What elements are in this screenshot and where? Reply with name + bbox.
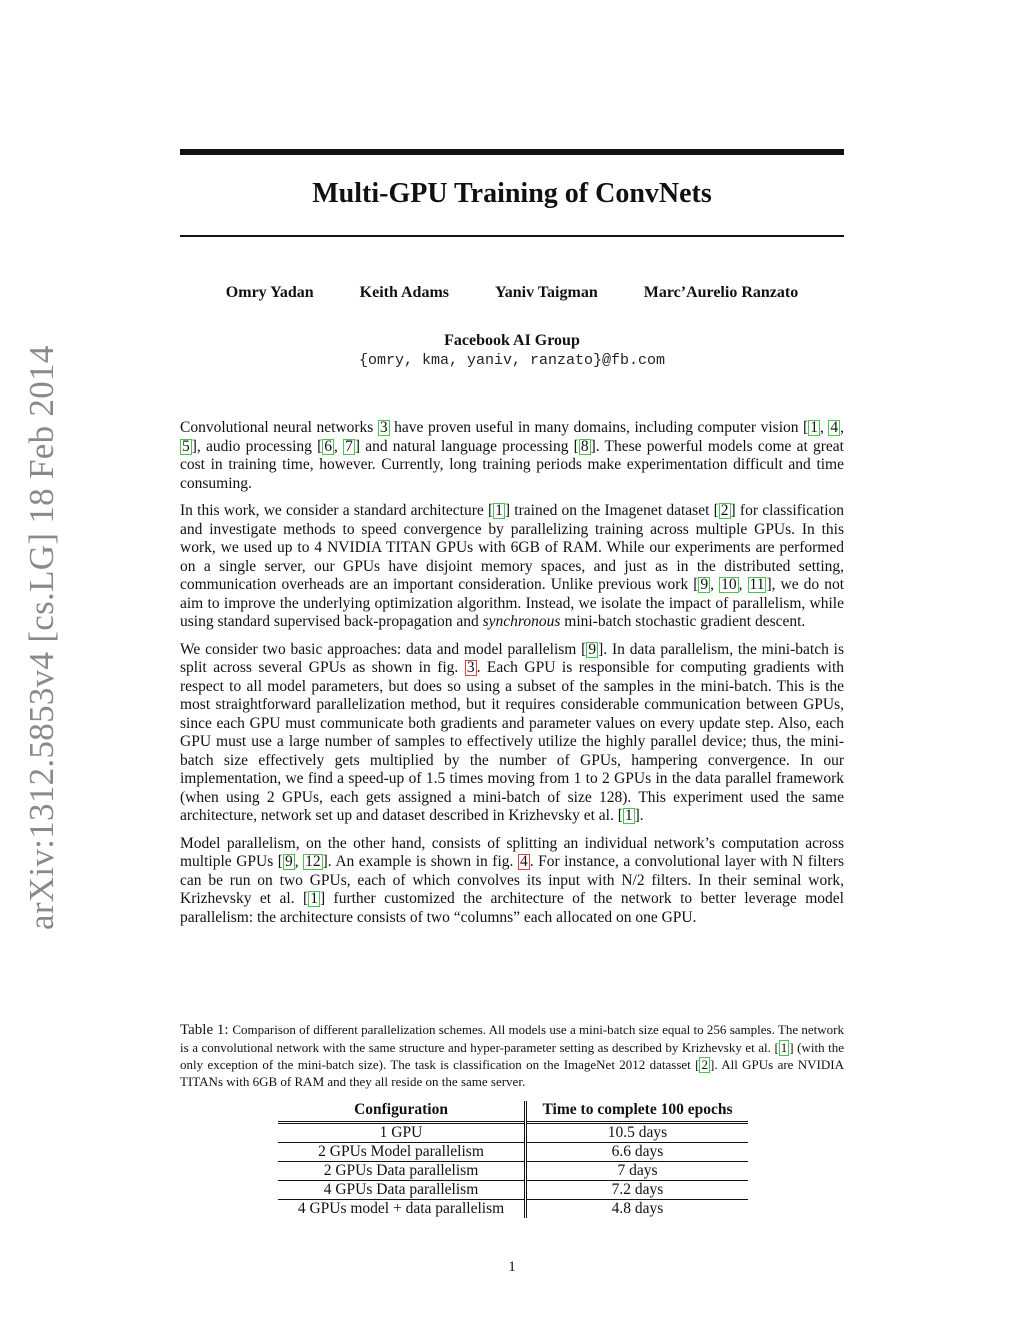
citation-link[interactable]: 1 [810, 419, 818, 436]
figure-reference-link[interactable]: 3 [466, 659, 475, 676]
table-row [278, 1200, 748, 1219]
page-number: 1 [508, 1259, 516, 1275]
table-header-time: Time to complete 100 epochs [542, 1101, 733, 1118]
citation-link[interactable]: 2 [720, 502, 729, 519]
author-name: Yaniv Taigman [495, 284, 598, 301]
author-list [180, 284, 844, 302]
table-cell-time: 10.5 days [607, 1124, 668, 1141]
citation-link[interactable]: 10 [721, 576, 737, 593]
table-caption [180, 1021, 844, 1090]
citation-link[interactable]: 2 [701, 1057, 708, 1072]
table-cell-configuration: 2 GPUs Model parallelism [278, 1143, 526, 1162]
affiliation-block [180, 331, 844, 371]
title-rule-bottom [180, 235, 844, 237]
table-row [278, 1123, 748, 1143]
paragraph: In this work, we consider a standard architecture [ 1 ] trained on the Imagenet dataset [ 2 ] for classification and investigate methods to speed convergence by parallelizing training across multiple GPUs. In this work, we used up to 4 NVIDIA TITAN GPUs with 6GB of RAM. While our experiments are performed on a single server, our GPUs have disjoint memory spaces, and just as in the distributed setting, communication overheads are an important consideration. Unlike previous work [ 9 , 10 , 11 ], we do not aim to improve the underlying optimization algorithm. Instead, we isolate the impact of parallelism, while using standard supervised back-propagation and synchronous mini-batch stochastic gradient descent. [180, 502, 845, 630]
table-header-configuration: Configuration [278, 1101, 526, 1123]
citation-link[interactable]: 6 [324, 437, 333, 455]
paragraph: Model parallelism, on the other hand, consists of splitting an individual network’s computation across multiple GPUs [ 9 , 12 ]. An example is shown in fig. 4 . For instance, a convolutional layer with N filters can be run on two GPUs, each of which convolves its input with N/2 filters. In their seminal work, Krizhevsky et al. [ 1 ] further customized the architecture of the network to better leverage model parallelism: the architecture consists of two “columns” each allocated on one GPU. [180, 834, 845, 926]
title-rule-top [180, 149, 844, 155]
citation-link[interactable]: 9 [284, 853, 293, 870]
table-caption-label: Table 1: [180, 1022, 233, 1038]
table-caption-text: Comparison of different parallelization schemes. All models use a mini-batch size equal to 256 samples. The network is a convolutional network with the same structure and hyper-parameter setting as described by Krizhevsky et al. [ 1 ] (with the only exception of the mini-batch size). The task is classification on the ImageNet 2012 datasset [ 2 ]. All GPUs are NVIDIA TITANs with 6GB of RAM and they all reside on the same server. [180, 1022, 845, 1089]
arxiv-identifier-stamp: arXiv:1312.5853v4 [cs.LG] 18 Feb 2014 [22, 345, 61, 930]
table-row [278, 1162, 748, 1181]
paragraph: We consider two basic approaches: data and model parallelism [ 9 ]. In data parallelism, the mini-batch is split across several GPUs as shown in fig. 3 . Each GPU is responsible for computing gradients with respect to all model parameters, but does so using a subset of the samples in the mini-batch. This is the most straightforward parallelization method, but it requires considerable communication between GPUs, since each GPU must communicate both gradients and parameter values on every update step. Also, each GPU must use a large number of samples to effectively utilize the highly parallel device; thus, the mini-batch size effectively gets multiplied by the number of GPUs, hampering convergence. In our implementation, we find a speed-up of 1.5 times moving from 1 to 2 GPUs in the data parallel framework (when using 2 GPUs, each gets assigned a mini-batch of size 128). This experiment used the same architecture, network set up and dataset described in Krizhevsky et al. [ 1 ]. [180, 640, 845, 824]
table-cell-configuration: 2 GPUs Data parallelism [278, 1162, 526, 1181]
table-row [278, 1143, 748, 1162]
table-cell-time: 6.6 days [611, 1143, 664, 1160]
citation-link[interactable]: 1 [310, 890, 318, 907]
citation-link[interactable]: 1 [495, 502, 503, 519]
author-name: Omry Yadan [225, 284, 314, 301]
table-row [278, 1181, 748, 1200]
citation-link[interactable]: 9 [588, 640, 597, 658]
citation-link[interactable]: 4 [830, 419, 839, 436]
citation-link[interactable]: 12 [305, 853, 321, 870]
paper-title: Multi-GPU Training of ConvNets [312, 178, 712, 209]
table-cell-configuration: 4 GPUs Data parallelism [278, 1181, 526, 1200]
paragraph: Convolutional neural networks 3 have proven useful in many domains, including computer vision [ 1 , 4 , 5 ], audio processing [ 6 , 7 ] and natural language processing [ 8 ]. These powerful models come at great cost in training time, however. Currently, long training periods make experimentation difficult and time consuming. [180, 419, 844, 492]
table-cell-time: 7 days [617, 1162, 658, 1179]
figure-reference-link[interactable]: 4 [519, 853, 528, 870]
author-name: Marc’Aurelio Ranzato [643, 284, 799, 301]
table-cell-configuration: 4 GPUs model + data parallelism [278, 1200, 526, 1219]
citation-link[interactable]: 3 [379, 419, 388, 436]
citation-link[interactable]: 7 [345, 437, 353, 455]
table-cell-time: 4.8 days [611, 1200, 664, 1217]
emphasized-text: synchronous [482, 613, 561, 630]
citation-link[interactable]: 5 [182, 437, 190, 455]
citation-link[interactable]: 11 [749, 576, 765, 593]
affiliation-name: Facebook AI Group [444, 332, 580, 349]
citation-link[interactable]: 9 [700, 576, 709, 593]
citation-link[interactable]: 8 [580, 437, 589, 455]
citation-link[interactable]: 1 [780, 1040, 788, 1055]
table-header-row [278, 1101, 748, 1123]
affiliation-email: {omry, kma, yaniv, ranzato}@fb.com [358, 352, 666, 369]
table-cell-time: 7.2 days [611, 1181, 664, 1198]
table-cell-configuration: 1 GPU [278, 1123, 526, 1143]
body-text [180, 419, 844, 936]
citation-link[interactable]: 1 [624, 807, 633, 824]
results-table [278, 1101, 748, 1218]
author-name: Keith Adams [359, 284, 449, 301]
